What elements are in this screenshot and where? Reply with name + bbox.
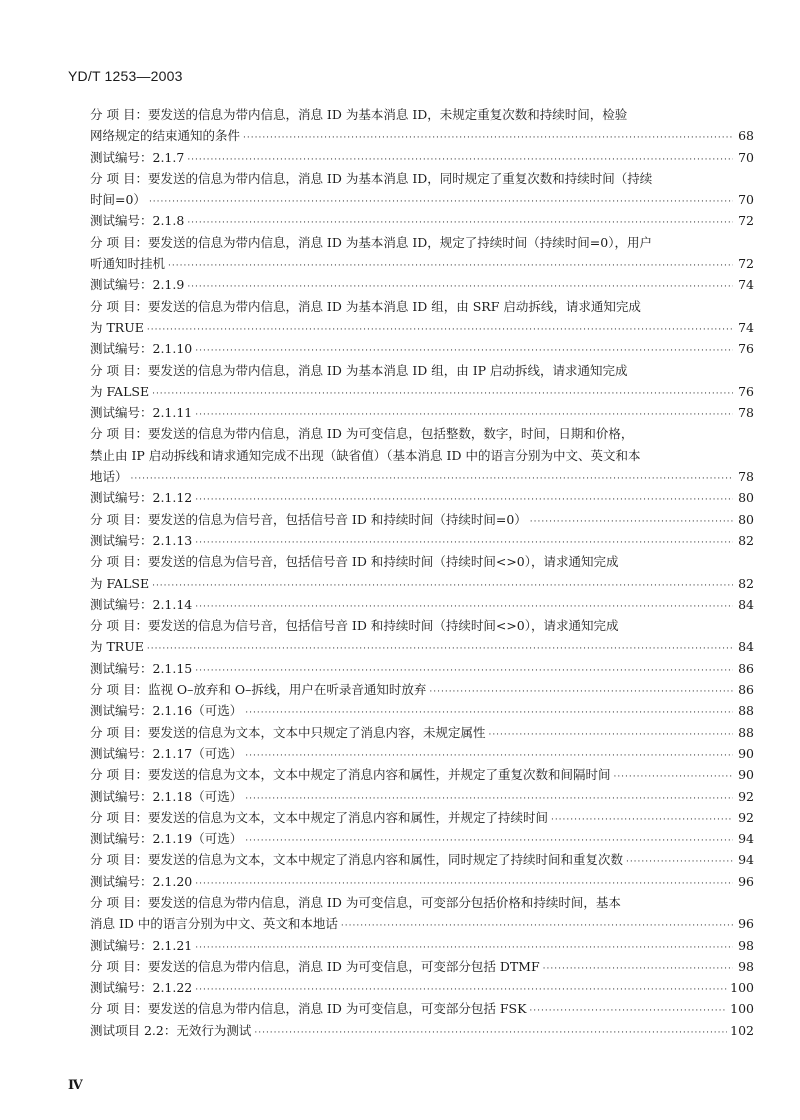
toc-entry-text: 网络规定的结束通知的条件 xyxy=(90,128,241,144)
toc-page-number: 100 xyxy=(730,980,754,996)
toc-entry-text: 为 FALSE xyxy=(90,383,150,399)
toc-entry-text: 测试编号：2.1.21 xyxy=(90,937,193,953)
toc-entry-text: 分 项 目：要发送的信息为文本，文本中只规定了消息内容，未规定属性 xyxy=(90,724,486,740)
toc-line xyxy=(90,104,754,125)
toc-page-number: 72 xyxy=(738,213,754,229)
toc-entry-text: 分 项 目：要发送的信息为带内信息，消息 ID 为可变信息，包括整数，数字，时间，日期和价格， xyxy=(90,426,634,442)
toc-page-number: 80 xyxy=(738,490,754,506)
toc-line xyxy=(90,210,754,231)
dot-leader xyxy=(529,1001,727,1022)
toc-line xyxy=(90,274,754,295)
toc-entry-text: 分 项 目：要发送的信息为带内信息，消息 ID 为可变信息，可变部分包括 FSK xyxy=(90,1001,527,1017)
toc-entry-text: 为 TRUE xyxy=(90,639,144,655)
toc-line xyxy=(90,189,754,210)
toc-entry-text: 测试编号：2.1.7 xyxy=(90,149,185,165)
toc-page-number: 102 xyxy=(730,1022,754,1038)
table-of-contents xyxy=(90,104,754,1041)
toc-entry-text: 分 项 目：要发送的信息为带内信息，消息 ID 为基本消息 ID，同时规定了重复次数和持续时间（持续 xyxy=(90,170,653,186)
dot-leader xyxy=(626,852,733,873)
dot-leader xyxy=(551,810,733,831)
dot-leader xyxy=(341,916,733,937)
toc-line xyxy=(90,402,754,423)
toc-line xyxy=(90,296,754,317)
toc-entry-text: 测试编号：2.1.10 xyxy=(90,341,193,357)
dot-leader xyxy=(152,576,733,597)
toc-entry-text: 分 项 目：要发送的信息为信号音，包括信号音 ID 和持续时间（持续时间<>0），请求通知完成 xyxy=(90,618,619,634)
page-number-roman: Ⅳ xyxy=(68,1078,83,1093)
toc-line xyxy=(90,360,754,381)
toc-entry-text: 时间=0） xyxy=(90,192,146,208)
toc-line xyxy=(90,998,754,1019)
toc-entry-text: 分 项 目：要发送的信息为带内信息，消息 ID 为可变信息，可变部分包括 DTMF xyxy=(90,958,540,974)
toc-entry-text: 分 项 目：要发送的信息为带内信息，消息 ID 为基本消息 ID，未规定重复次数和持续时间，检验 xyxy=(90,107,628,122)
toc-entry-text: 分 项 目：要发送的信息为带内信息，消息 ID 为基本消息 ID 组，由 IP 启动拆线，请求通知完成 xyxy=(90,362,628,378)
toc-page-number: 82 xyxy=(738,575,754,591)
dot-leader xyxy=(152,384,733,405)
toc-entry-text: 测试编号：2.1.9 xyxy=(90,277,185,293)
toc-entry-text: 听通知时挂机 xyxy=(90,256,166,272)
toc-page-number: 88 xyxy=(738,724,754,740)
toc-page-number: 94 xyxy=(738,852,754,868)
toc-line xyxy=(90,381,754,402)
toc-page-number: 92 xyxy=(738,809,754,825)
toc-page-number: 88 xyxy=(738,703,754,719)
toc-entry-text: 分 项 目：要发送的信息为信号音，包括信号音 ID 和持续时间（持续时间<>0），请求通知完成 xyxy=(90,554,619,570)
toc-page-number: 100 xyxy=(730,1001,754,1017)
dot-leader xyxy=(131,469,733,490)
dot-leader xyxy=(168,256,733,277)
toc-line xyxy=(90,658,754,679)
dot-leader xyxy=(254,1023,727,1044)
toc-line xyxy=(90,487,754,508)
toc-line xyxy=(90,573,754,594)
toc-entry-text: 测试编号：2.1.22 xyxy=(90,980,193,996)
toc-line xyxy=(90,232,754,253)
toc-page-number: 82 xyxy=(738,532,754,548)
toc-line xyxy=(90,871,754,892)
toc-entry-text: 地话） xyxy=(90,469,128,485)
toc-page-number: 72 xyxy=(738,256,754,272)
toc-line xyxy=(90,551,754,572)
toc-entry-text: 测试编号：2.1.18（可选） xyxy=(90,788,243,804)
toc-page-number: 70 xyxy=(738,149,754,165)
toc-line xyxy=(90,445,754,466)
toc-page-number: 96 xyxy=(738,916,754,932)
dot-leader xyxy=(543,959,733,980)
toc-line xyxy=(90,913,754,934)
toc-line xyxy=(90,786,754,807)
toc-line xyxy=(90,509,754,530)
toc-entry-text: 测试编号：2.1.8 xyxy=(90,213,185,229)
toc-page-number: 68 xyxy=(738,128,754,144)
toc-page-number: 76 xyxy=(738,383,754,399)
toc-entry-text: 分 项 目：要发送的信息为带内信息，消息 ID 为可变信息，可变部分包括价格和持续时间，基本 xyxy=(90,894,621,910)
toc-line xyxy=(90,892,754,913)
toc-entry-text: 测试编号：2.1.12 xyxy=(90,490,193,506)
toc-line xyxy=(90,828,754,849)
toc-entry-text: 禁止由 IP 启动拆线和请求通知完成不出现（缺省值）（基本消息 ID 中的语言分别为中文、英文和本 xyxy=(90,447,641,463)
toc-entry-text: 为 TRUE xyxy=(90,319,144,335)
toc-line xyxy=(90,743,754,764)
toc-line xyxy=(90,849,754,870)
toc-entry-text: 消息 ID 中的语言分别为中文、英文和本地话 xyxy=(90,916,338,932)
toc-entry-text: 分 项 目：要发送的信息为带内信息，消息 ID 为基本消息 ID 组，由 SRF 启动拆线，请求通知完成 xyxy=(90,298,641,314)
toc-line xyxy=(90,168,754,189)
toc-entry-text: 为 FALSE xyxy=(90,575,150,591)
toc-entry-text: 测试编号：2.1.16（可选） xyxy=(90,703,243,719)
toc-page-number: 86 xyxy=(738,660,754,676)
toc-line xyxy=(90,423,754,444)
toc-entry-text: 分 项 目：监视 O–放弃和 O–拆线，用户在听录音通知时放弃 xyxy=(90,682,427,698)
toc-line xyxy=(90,935,754,956)
document-id-header: YD/T 1253—2003 xyxy=(68,68,183,84)
toc-line xyxy=(90,253,754,274)
toc-line xyxy=(90,807,754,828)
toc-line xyxy=(90,679,754,700)
toc-page-number: 96 xyxy=(738,873,754,889)
toc-page-number: 76 xyxy=(738,341,754,357)
dot-leader xyxy=(488,725,733,746)
toc-entry-text: 测试项目 2.2：无效行为测试 xyxy=(90,1022,252,1038)
toc-entry-text: 测试编号：2.1.15 xyxy=(90,660,193,676)
toc-entry-text: 测试编号：2.1.13 xyxy=(90,532,193,548)
toc-line xyxy=(90,125,754,146)
toc-entry-text: 分 项 目：要发送的信息为文本，文本中规定了消息内容和属性，并规定了重复次数和间隔时间 xyxy=(90,767,611,783)
toc-line xyxy=(90,466,754,487)
toc-line xyxy=(90,594,754,615)
toc-line xyxy=(90,956,754,977)
toc-page-number: 98 xyxy=(738,937,754,953)
toc-line xyxy=(90,1020,754,1041)
toc-entry-text: 测试编号：2.1.14 xyxy=(90,596,193,612)
toc-page-number: 90 xyxy=(738,745,754,761)
toc-page-number: 86 xyxy=(738,682,754,698)
toc-line xyxy=(90,317,754,338)
toc-entry-text: 分 项 目：要发送的信息为带内信息，消息 ID 为基本消息 ID，规定了持续时间（持续时间=0），用户 xyxy=(90,234,652,250)
dot-leader xyxy=(429,682,733,703)
toc-line xyxy=(90,615,754,636)
toc-page-number: 84 xyxy=(738,639,754,655)
toc-page-number: 98 xyxy=(738,958,754,974)
dot-leader xyxy=(147,639,733,660)
toc-page-number: 92 xyxy=(738,788,754,804)
toc-line xyxy=(90,700,754,721)
dot-leader xyxy=(147,320,733,341)
toc-entry-text: 分 项 目：要发送的信息为文本，文本中规定了消息内容和属性，并规定了持续时间 xyxy=(90,809,548,825)
toc-entry-text: 分 项 目：要发送的信息为信号音，包括信号音 ID 和持续时间（持续时间=0） xyxy=(90,511,527,527)
toc-entry-text: 测试编号：2.1.17（可选） xyxy=(90,745,243,761)
toc-page-number: 84 xyxy=(738,596,754,612)
toc-page-number: 78 xyxy=(738,469,754,485)
toc-page-number: 78 xyxy=(738,405,754,421)
dot-leader xyxy=(243,128,733,149)
toc-page-number: 70 xyxy=(738,192,754,208)
dot-leader xyxy=(613,767,733,788)
toc-line xyxy=(90,722,754,743)
dot-leader xyxy=(149,192,733,213)
toc-page-number: 74 xyxy=(738,319,754,335)
toc-page-number: 74 xyxy=(738,277,754,293)
toc-entry-text: 分 项 目：要发送的信息为文本，文本中规定了消息内容和属性，同时规定了持续时间和重复次数 xyxy=(90,852,623,868)
toc-line xyxy=(90,764,754,785)
toc-page-number: 90 xyxy=(738,767,754,783)
toc-line xyxy=(90,147,754,168)
toc-entry-text: 测试编号：2.1.11 xyxy=(90,405,193,421)
toc-line xyxy=(90,636,754,657)
toc-page-number: 94 xyxy=(738,831,754,847)
toc-line xyxy=(90,530,754,551)
dot-leader xyxy=(530,512,733,533)
toc-line xyxy=(90,977,754,998)
toc-entry-text: 测试编号：2.1.20 xyxy=(90,873,193,889)
toc-line xyxy=(90,338,754,359)
toc-page-number: 80 xyxy=(738,511,754,527)
toc-entry-text: 测试编号：2.1.19（可选） xyxy=(90,831,243,847)
